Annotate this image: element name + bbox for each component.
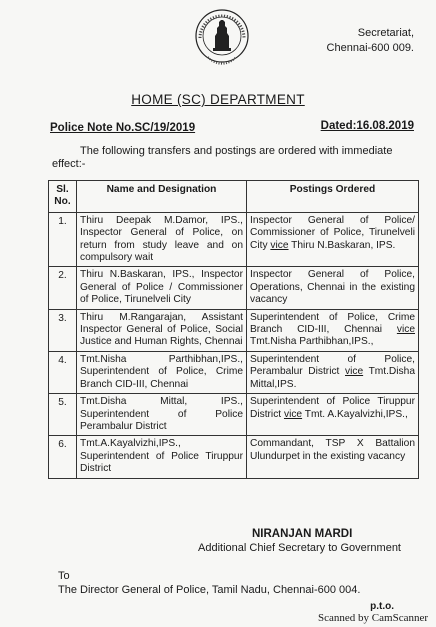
government-emblem-icon (194, 8, 250, 66)
table-row (49, 267, 419, 309)
header-sl-no: Sl. No. (49, 181, 77, 213)
row-sl-no: 3. (49, 309, 77, 351)
department-title: HOME (SC) DEPARTMENT (131, 92, 305, 107)
row-name-designation: Thiru Deepak M.Damor, IPS., Inspector General of Police, on return from study leave and on compulsory wait (77, 212, 247, 267)
row-name-designation: Tmt.A.Kayalvizhi,IPS., Superintendent of Police Tiruppur District (77, 436, 247, 478)
vice-label: vice (270, 239, 289, 251)
table-row (49, 309, 419, 351)
row-sl-no: 2. (49, 267, 77, 309)
row-sl-no: 1. (49, 212, 77, 267)
scanner-watermark: Scanned by CamScanner (318, 612, 428, 624)
posting-text: Superintendent of Police, Crime Branch CID-III, Chennai (250, 311, 415, 336)
pto-label: p.t.o. (370, 601, 394, 612)
table-row (49, 436, 419, 478)
row-posting (247, 436, 419, 478)
row-name-designation: Thiru M.Rangarajan, Assistant Inspector General of Police, Social Justice and Human Rights, Chennai (77, 309, 247, 351)
row-posting (247, 394, 419, 436)
posting-text: Inspector General of Police/ Commissioner of Police, Tirunelveli City (250, 214, 415, 251)
row-sl-no: 5. (49, 394, 77, 436)
posting-text: Superintendent of Police Tiruppur District (250, 396, 415, 420)
table-row (49, 212, 419, 267)
table-header-row (49, 181, 419, 213)
row-sl-no: 4. (49, 351, 77, 393)
row-posting (247, 351, 419, 393)
posting-replaced-officer: Tmt.Nisha Parthibhan,IPS., (250, 336, 374, 348)
posting-replaced-officer: Thiru N.Baskaran, IPS. (291, 239, 396, 251)
address-block (327, 26, 414, 56)
row-sl-no: 6. (49, 436, 77, 478)
note-date: Dated:16.08.2019 (320, 120, 414, 132)
posting-replaced-officer: Tmt.Disha Mittal,IPS. (250, 366, 415, 390)
vice-label: vice (345, 366, 364, 378)
header-postings-ordered: Postings Ordered (247, 181, 419, 213)
posting-text: Inspector General of Police, Operations, Chennai in the existing vacancy (250, 269, 415, 306)
postings-table (48, 180, 419, 479)
police-note-number: Police Note No.SC/19/2019 (50, 122, 196, 134)
posting-replaced-officer: Tmt. A.Kayalvizhi,IPS., (304, 408, 408, 420)
row-posting (247, 267, 419, 309)
intro-paragraph: The following transfers and postings are ordered with immediate effect:- (52, 145, 393, 170)
row-name-designation: Tmt.Nisha Parthibhan,IPS., Superintendent of Police, Crime Branch CID-III, Chennai (77, 351, 247, 393)
table-row (49, 351, 419, 393)
recipient-address: The Director General of Police, Tamil Nadu, Chennai-600 004. (58, 584, 361, 596)
vice-label: vice (396, 324, 415, 336)
posting-text: Commandant, TSP X Battalion Ulundurpet in the existing vacancy (250, 438, 415, 462)
to-label: To (58, 570, 70, 582)
address-line-2: Chennai-600 009. (326, 42, 414, 54)
address-line-1: Secretariat, (357, 27, 414, 39)
row-name-designation: Tmt.Disha Mittal, IPS., Superintendent of Police Perambalur District (77, 394, 247, 436)
signatory-name: NIRANJAN MARDI (252, 528, 353, 540)
posting-text: Superintendent of Police, Perambalur District (250, 353, 415, 378)
header-name-designation: Name and Designation (77, 181, 247, 213)
row-name-designation: Thiru N.Baskaran, IPS., Inspector General of Police / Commissioner of Police, Tirunelveli City (77, 267, 247, 309)
vice-label: vice (283, 408, 303, 420)
signatory-designation: Additional Chief Secretary to Government (198, 542, 401, 554)
row-posting (247, 212, 419, 267)
table-row (49, 394, 419, 436)
row-posting (247, 309, 419, 351)
